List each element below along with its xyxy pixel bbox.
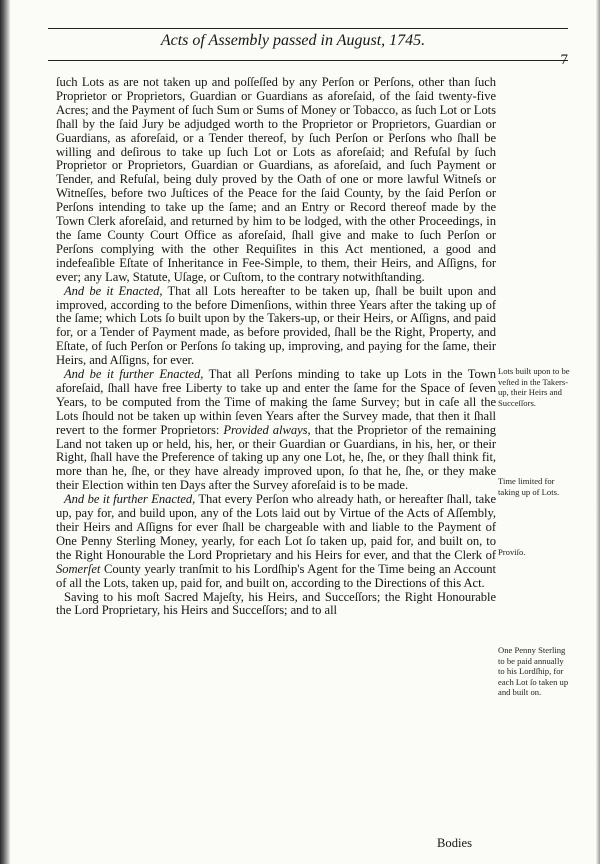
catchword: Bodies [437, 836, 472, 850]
page-header [48, 22, 568, 68]
paragraph-2 [56, 285, 496, 368]
scan-shadow-right [596, 0, 600, 864]
paragraph-4-text-end: County yearly tranſmit to his Lordſhip's Agent for the Time being an Account of all the Lots, taken up, paid for, and built on, according to the Directions of this Act. [56, 561, 496, 590]
paragraph-3-text: That all Perſons minding to take up Lots in the Town aforeſaid, ſhall have free Liberty to take up and enter the ſame for the Space of ſeven Years, to be computed from the Time of making the ſame Survey; but in caſe all the Lots ſhould not be taken up within ſeven Years after the Survey made, that then it ſhall revert to the former Proprietors: [56, 367, 496, 437]
enacting-clause: And be it Enacted, [64, 283, 163, 298]
margin-note-proviso: Proviſo. [498, 547, 526, 557]
header-rule-top [48, 28, 568, 29]
county-name: Somerſet [56, 561, 101, 576]
body-text [56, 76, 496, 618]
paragraph-1: ſuch Lots as are not taken up and poſſeſſed by any Perſon or Perſons, other than ſuch Proprietor or Proprietors, Guardian or Guardians as aforeſaid, of the ſaid twenty-five Acres; and the Payment of ſuch Sum or Sums of Money or Tobacco, as ſuch Lot or Lots ſhall by the ſaid Jury be adjudged worth to the Proprietor or Proprietors, Guardian or Guardians, as aforeſaid, or a Tender thereof, by ſuch Perſon or Perſons who ſhall be willing and deſirous to take up ſuch Lot or Lots as aforeſaid; and Refuſal by ſuch Proprietor or Proprietors, Guardian or Guardians, as aforeſaid, and ſuch Payment or Tender, and Refuſal, being duly proved by the Oath of one or more lawful Witneſs or Witneſſes, before two Juſtices of the Peace for the ſaid County, by the ſaid Perſon or Perſons intending to take up the ſame; and an Entry or Record thereof made by the Town Clerk aforeſaid, and returned by him to be lodged, with the other Proceedings, in the ſame County Court Office as aforeſaid, ſhall give and make to ſuch Perſon or Perſons complying with the other Requiſites in this Act mentioned, a good and indefeaſible Eſtate of Inheritance in Fee-Simple, to them, their Heirs, and Aſſigns, for ever; any Law, Statute, Uſage, or Cuſtom, to the contrary notwithſtanding. [56, 75, 496, 284]
paragraph-3 [56, 368, 496, 493]
paragraph-4 [56, 493, 496, 590]
paragraph-4-text: That every Perſon who already hath, or hereafter ſhall, take up, pay for, and build upon, any of the Lots laid out by Virtue of the Acts of Aſſembly, their Heirs and Aſſigns for ever ſhall be chargeable with and liable to the Payment of One Penny Sterling Money, yearly, for each Lot ſo taken up, paid for, and built on, to the Right Honourable the Lord Proprietary and his Heirs for ever, and that the Clerk of [56, 492, 496, 562]
paragraph-5: Saving to his moſt Sacred Majeſty, his Heirs, and Succeſſors; the Right Honourable the Lord Proprietary, his Heirs and Succeſſors; and to all [56, 589, 496, 618]
running-title: Acts of Assembly passed in August, 1745. [160, 32, 426, 49]
paragraph-3-text-end: that the Proprietor of the remaining Land not taken up or held, his, her, or their Guardian or Guardians, in his, her, or their Right, ſhall have the Preference of taking up any one Lot, he, ſhe, or they ſhall think fit, more than he, ſhe, or they have already improved upon, ſo that he, ſhe, or they make their Election within ten Days after the Survey aforeſaid is to be made. [56, 422, 496, 493]
margin-note-one-penny: One Penny Sterling to be paid annually to his Lordſhip, for each Lot ſo taken up and built on. [498, 645, 569, 698]
margin-note-lots-vested: Lots built upon to be veſted in the Takers-up, their Heirs and Succeſſors. [498, 366, 570, 408]
header-rule-bottom [48, 60, 568, 61]
paragraph-2-text: That all Lots hereafter to be taken up, ſhall be built upon and improved, according to the before Dimenſions, within three Years after the taking up of the ſame; which Lots ſo built upon by the Takers-up, or their Heirs, or Aſſigns, and paid for, or a Tender of Payment made, as before provided, ſhall be the Right, Property, and Eſtate, of ſuch Perſon or Perſons ſo taking up, improving, and paying for the ſame, their Heirs, and Aſſigns, for ever. [56, 283, 496, 368]
proviso-phrase: Provided always, [223, 422, 311, 437]
page-number: 7 [560, 52, 568, 68]
margin-note-time-limited: Time limited for taking up of Lots. [498, 476, 560, 497]
scan-shadow-left [0, 0, 10, 864]
enacting-clause: And be it further Enacted, [64, 367, 204, 382]
enacting-clause: And be it further Enacted, [64, 492, 196, 507]
